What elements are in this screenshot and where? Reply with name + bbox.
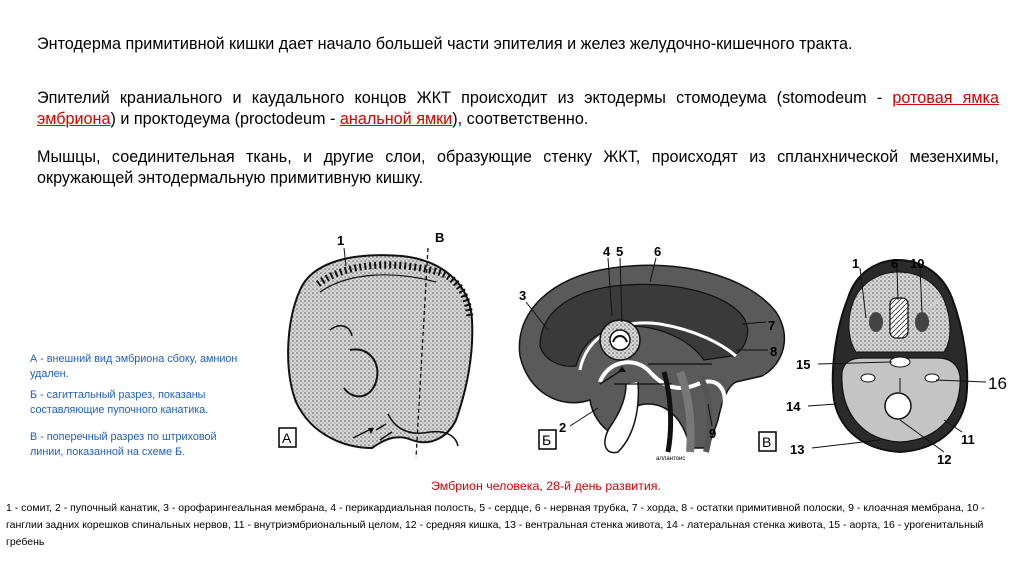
panel-b-label-7: 7: [768, 318, 776, 333]
panel-c-section: [759, 256, 1007, 467]
panel-a-label-b: В: [435, 230, 445, 245]
panel-c-letter: В: [762, 434, 772, 450]
figure-footnote: 1 - сомит, 2 - пупочный канатик, 3 - орофарингеальная мембрана, 4 - перикардиальная полость, 5 - сердце, 6 - нервная трубка, 7 - хорда, 8 - остатки примитивной полоски, 9 - клоачная мембрана, 10 - ганглии задних корешков спинальных нервов, 11 - внутриэмбриональный целом, 12 - средняя кишка, 13 - вентральная стенка живота, 14 - латеральная стенка живота, 15 - аорта, 16 - урогенитальный гребень: [6, 502, 985, 548]
panel-c-label-1: 1: [852, 256, 860, 271]
p2-text-c: ), соответственно.: [452, 110, 589, 128]
figure-caption: Эмбрион человека, 28-й день развития.: [431, 479, 661, 493]
panel-a-letter: А: [282, 430, 292, 446]
panel-b-label-8: 8: [770, 344, 778, 359]
panel-a-embryo: [279, 230, 472, 458]
legend-a: А - внешний вид эмбриона сбоку, амнион удален.: [30, 353, 238, 380]
panel-c-label-11: 11: [961, 432, 975, 447]
panel-b-label-4: 4: [603, 244, 611, 259]
neural-tube-c: [890, 298, 908, 338]
panel-b-section: [519, 244, 784, 462]
p2-text-b: ) и проктодеума (proctodeum -: [110, 110, 340, 128]
legend-c: В - поперечный разрез по штриховой линии, показанной на схеме Б.: [30, 431, 217, 458]
aorta-c: [890, 357, 910, 367]
panel-c-label-6: 6: [891, 256, 899, 271]
panel-b-label-6: 6: [654, 244, 662, 259]
embryo-body: [288, 255, 472, 448]
panel-c-label-10: 10: [910, 256, 925, 271]
panel-b-allantois-label: аллантоис: [656, 456, 686, 462]
midgut-c: [885, 393, 911, 419]
link-oral-pit[interactable]: ротовая ямка: [892, 89, 999, 107]
legend-b: Б - сагиттальный разрез, показаны составляющие пупочного канатика.: [30, 389, 209, 416]
p2-text-a: Эпителий краниального и каудального концов ЖКТ происходит из эктодермы стомодеума (stomodeum -: [37, 89, 893, 107]
link-anal-pit[interactable]: анальной ямки: [339, 110, 453, 128]
panel-b-label-2: 2: [559, 420, 567, 435]
panel-c-label-12: 12: [937, 452, 952, 467]
panel-c-label-14: 14: [786, 399, 801, 414]
link-embryo[interactable]: эмбриона: [37, 110, 111, 128]
panel-b-letter: Б: [542, 432, 552, 448]
panel-c-label-15: 15: [796, 357, 811, 372]
panel-a-label-1: 1: [337, 233, 345, 248]
panel-c-label-16: 16: [988, 374, 1007, 393]
panel-b-label-3: 3: [519, 288, 527, 303]
panel-b-label-5: 5: [616, 244, 624, 259]
paragraph-endoderm: Энтодерма примитивной кишки дает начало большей части эпителия и желез желудочно-кишечного тракта.: [37, 35, 853, 53]
paragraph-muscles: Мышцы, соединительная ткань, и другие слои, образующие стенку ЖКТ, происходят из спланхнической мезенхимы, окружающей энтодермальную примитивную кишку.: [37, 148, 999, 187]
panel-b-label-9: 9: [709, 426, 717, 441]
panel-c-label-13: 13: [790, 442, 805, 457]
